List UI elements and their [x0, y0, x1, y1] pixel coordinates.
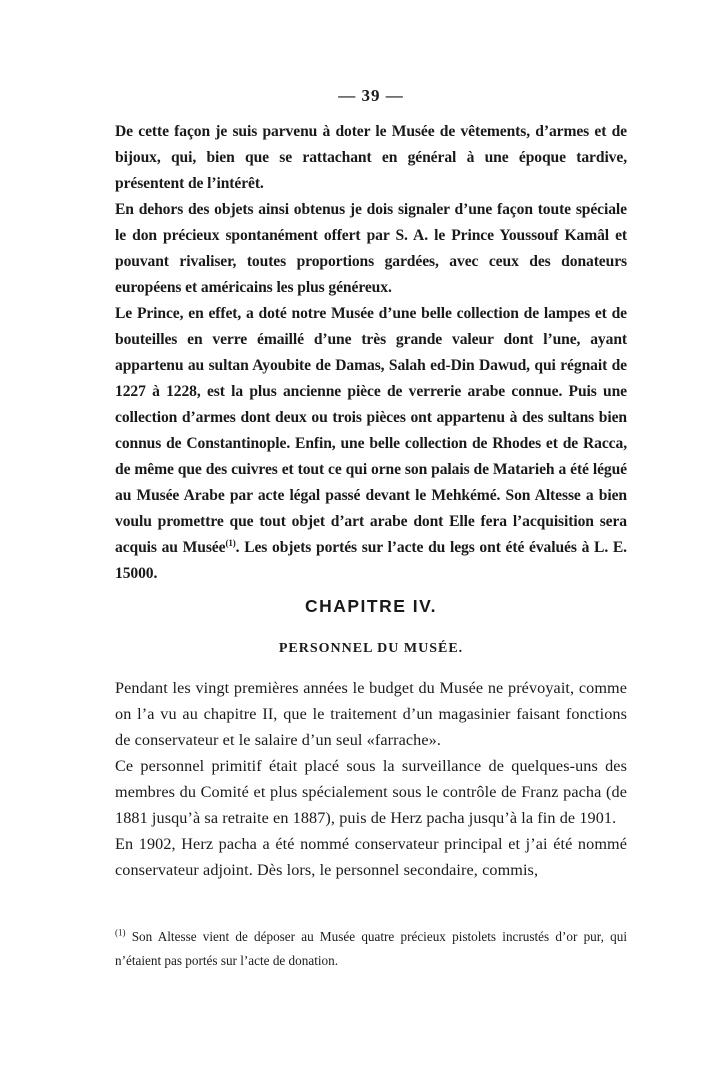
footnote-text: Son Altesse vient de déposer au Musée quatre précieux pistolets incrustés d’or pur, qui n’étaient pas portés sur l’acte de donation. [115, 929, 627, 968]
page-number: — 39 — [338, 86, 404, 105]
book-page [115, 0, 627, 1078]
footnote-reference[interactable]: (1) [225, 537, 236, 548]
chapter-subtitle: PERSONNEL DU MUSÉE. [278, 641, 464, 656]
paragraph-budget [115, 675, 627, 753]
paragraph-text: Ce personnel primitif était placé sous la surveillance de quelques-uns des membres du Comité et plus spécialement sous le contrôle de Franz pacha (de 1881 jusqu’à sa retraite en 1887), puis de Herz pacha jusqu’à la fin de 1901. [115, 757, 627, 827]
paragraph-text: En dehors des objets ainsi obtenus je dois signaler d’une façon toute spéciale le don précieux spontanément offert par S. A. le Prince Youssouf Kamâl et pouvant rivaliser, toutes proportions gardées, avec ceux des donateurs européens et américains les plus généreux. [115, 201, 627, 296]
paragraph-text: En 1902, Herz pacha a été nommé conservateur principal et j’ai été nommé conservateur adjoint. Dès lors, le personnel secondaire, commis, [115, 835, 627, 879]
footnote-marker: (1) [115, 927, 126, 938]
chapter-text-block [115, 675, 627, 883]
paragraph-vetements [115, 119, 627, 197]
paragraph-text: Pendant les vingt premières années le budget du Musée ne prévoyait, comme on l’a vu au chapitre II, que le traitement d’un magasinier faisant fonctions de conservateur et le salaire d’un seul «farrache». [115, 679, 627, 749]
paragraph-collection [115, 301, 627, 587]
paragraph-personnel [115, 753, 627, 831]
paragraph-text-end: . Les objets portés sur l’acte du legs ont été évalués à L. E. 15000. [115, 539, 627, 582]
main-text-block [115, 119, 627, 587]
paragraph-text: De cette façon je suis parvenu à doter le Musée de vêtements, d’armes et de bijoux, qui, bien que se rattachant en général à une époque tardive, présentent de l’intérêt. [115, 123, 627, 192]
paragraph-prince-gift [115, 197, 627, 301]
footnote [115, 925, 627, 973]
paragraph-text: Le Prince, en effet, a doté notre Musée d’une belle collection de lampes et de bouteilles en verre émaillé d’une très grande valeur dont l’une, ayant appartenu au sultan Ayoubite de Damas, Salah ed-Din Dawud, qui régnait de 1227 à 1228, est la plus ancienne pièce de verrerie arabe connue. Puis une collection d’armes dont deux ou trois pièces ont appartenu à des sultans bien connus de Constantinople. Enfin, une belle collection de Rhodes et de Racca, de même que des cuivres et tout ce qui orne son palais de Matarieh a été légué au Musée Arabe par acte légal passé devant le Mehkémé. Son Altesse a bien voulu promettre que tout objet d’art arabe dont Elle fera l’acquisition sera acquis au Musée [115, 305, 627, 556]
chapter-title: CHAPITRE IV. [304, 596, 438, 616]
paragraph-herz [115, 831, 627, 883]
